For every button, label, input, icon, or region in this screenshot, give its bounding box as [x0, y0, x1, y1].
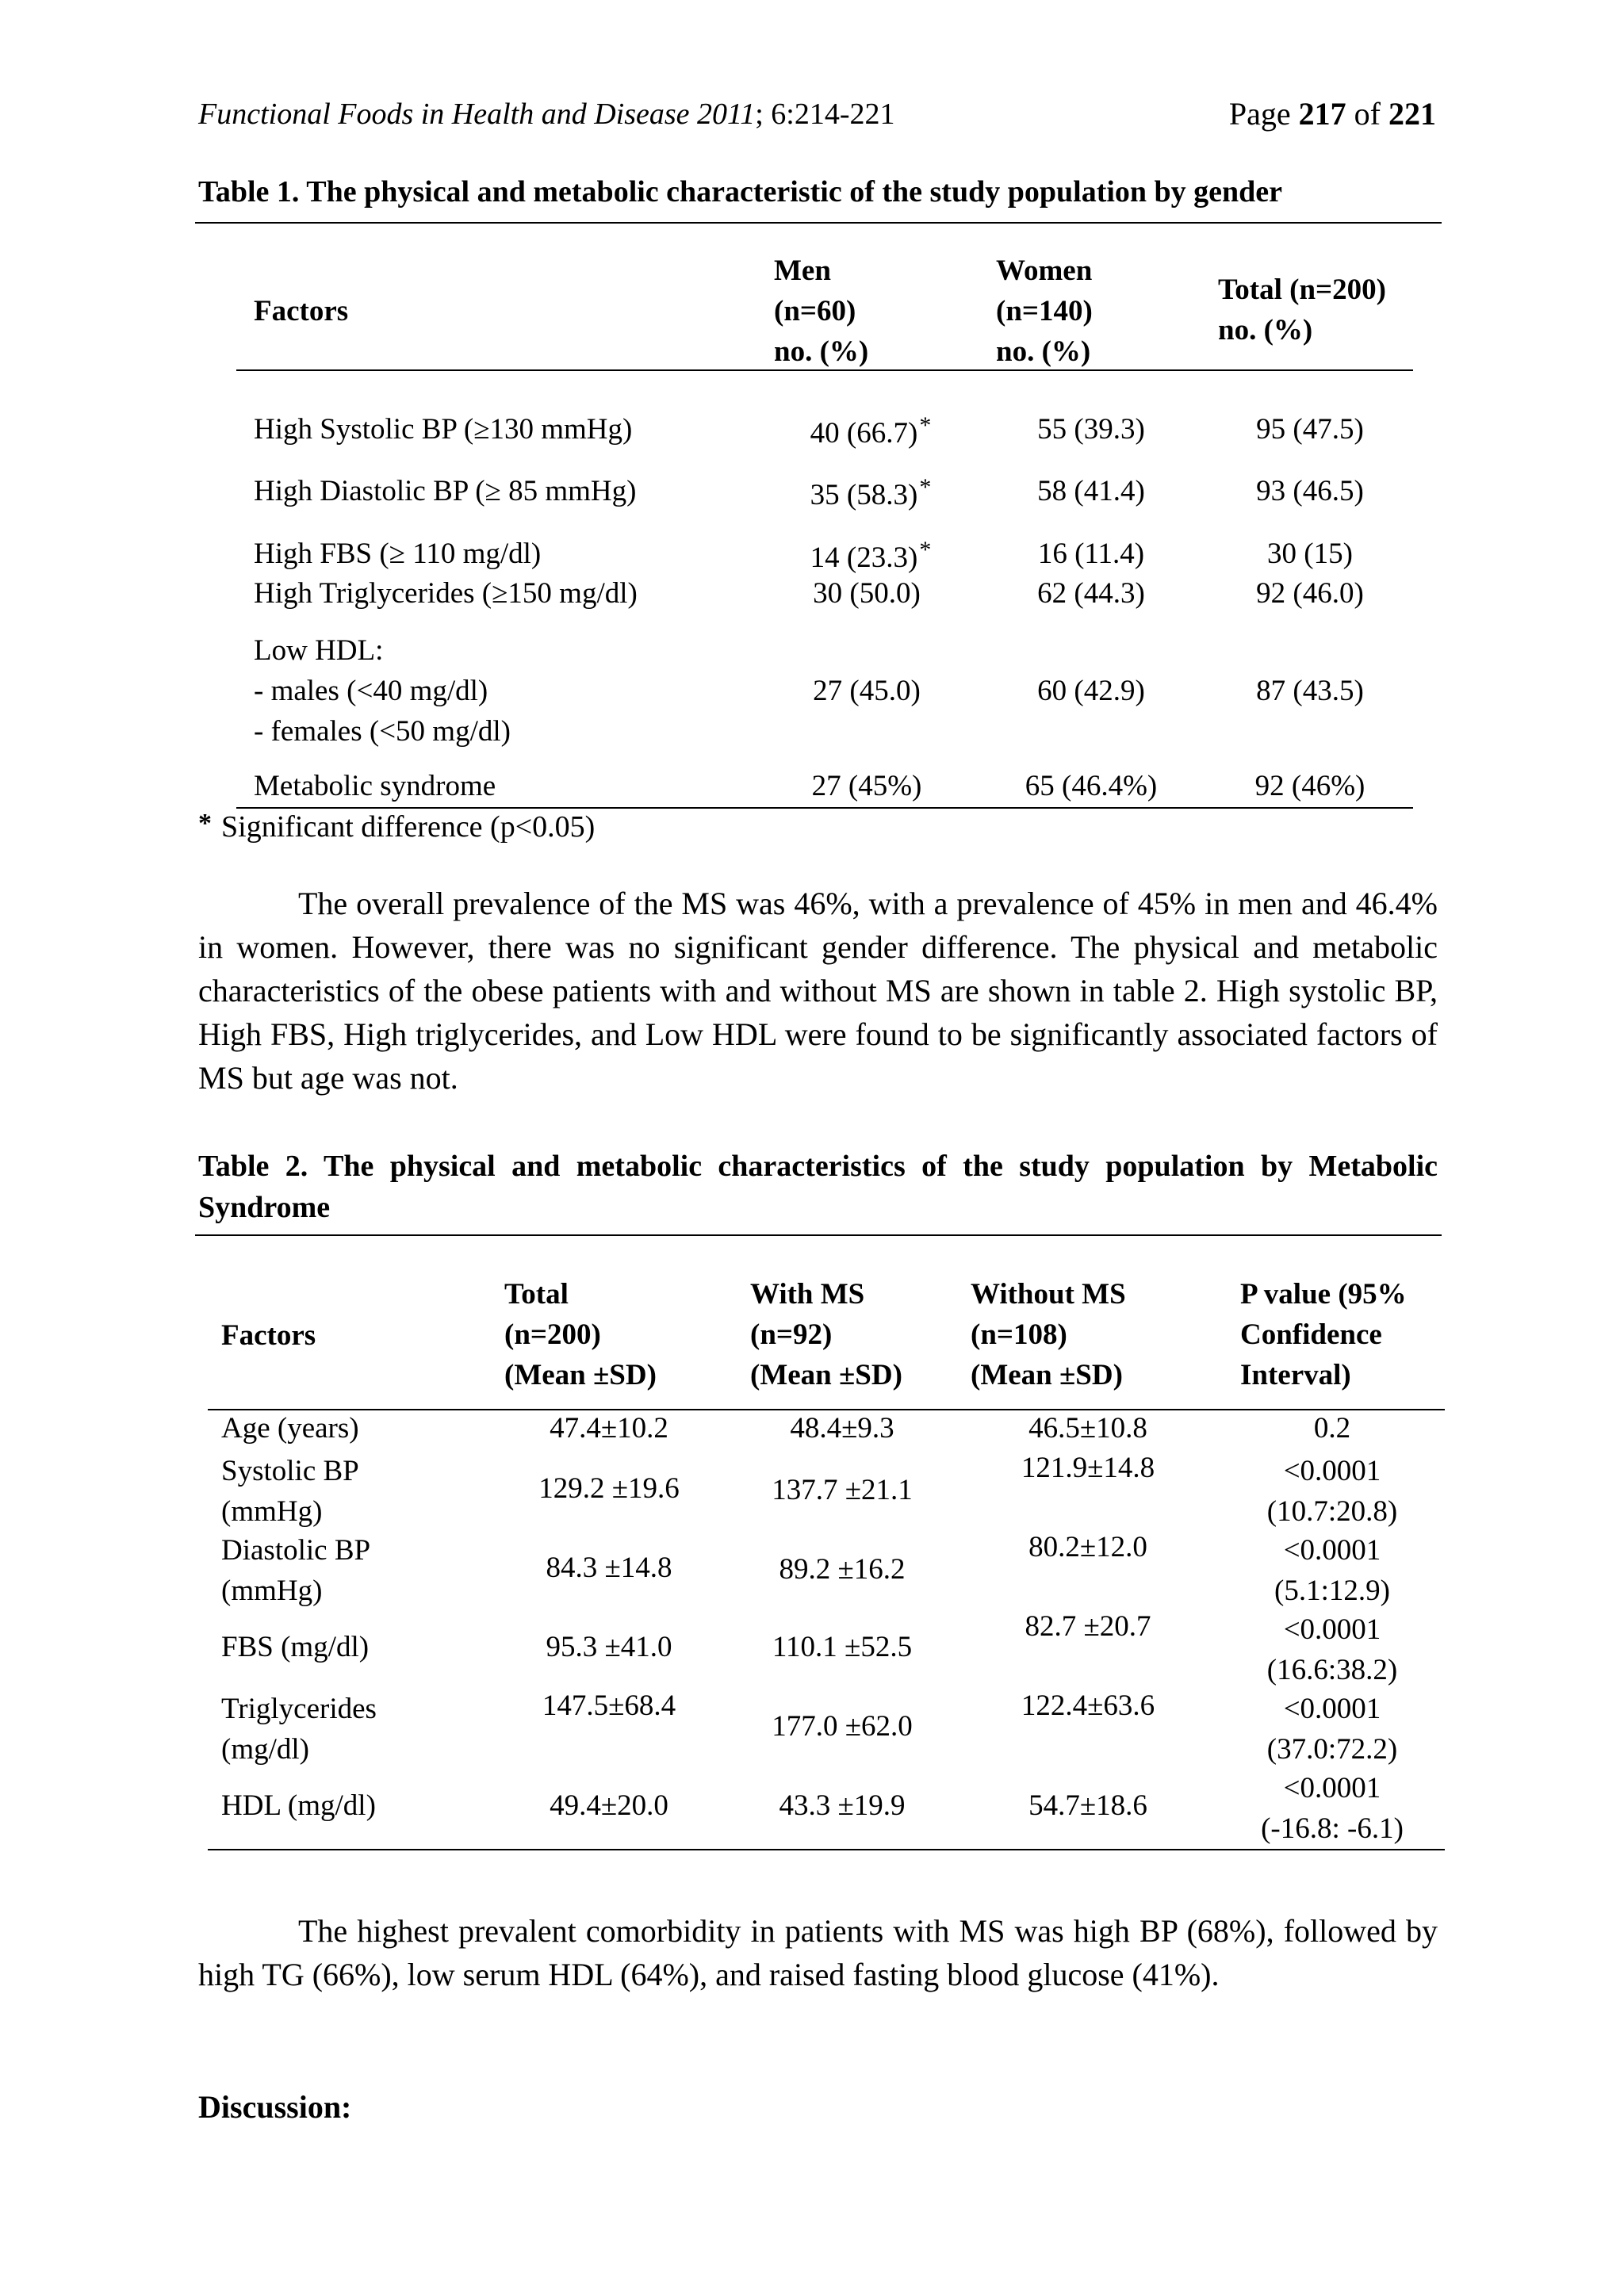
header-line: With MS	[750, 1278, 865, 1311]
header-line: Total (n=200)	[1218, 274, 1386, 306]
table1-row3-men	[810, 537, 932, 575]
factor-line: (mmHg)	[221, 1575, 323, 1607]
cell-value: 14 (23.3)	[810, 541, 918, 574]
header-line: Confidence	[1240, 1318, 1382, 1351]
table2-header-total	[504, 1274, 657, 1395]
pvalue-line: (10.7:20.8)	[1266, 1495, 1398, 1528]
table2-row1-factor: Age (years)	[221, 1412, 359, 1445]
running-header-journal	[198, 97, 895, 132]
pvalue-line: (16.6:38.2)	[1266, 1654, 1398, 1686]
header-line: (Mean ±SD)	[750, 1359, 902, 1391]
table2-row3-without-ms: 80.2±12.0	[1028, 1531, 1147, 1563]
table1-row4-women: 62 (44.3)	[1037, 577, 1145, 610]
table1-header-factors: Factors	[254, 295, 349, 327]
table2-row2-with-ms: 137.7 ±21.1	[772, 1474, 913, 1506]
factor-line: Low HDL:	[254, 634, 384, 667]
table2-row6-factor: HDL (mg/dl)	[221, 1789, 376, 1822]
table2-row3-pvalue	[1274, 1530, 1390, 1611]
table1-row5-factor	[254, 630, 511, 752]
factor-line: Triglycerides	[221, 1693, 377, 1725]
header-line: (n=92)	[750, 1318, 833, 1351]
table1-row2-factor: High Diastolic BP (≥ 85 mmHg)	[254, 475, 637, 507]
table2-row5-with-ms: 177.0 ±62.0	[772, 1710, 913, 1743]
factor-line: (mg/dl)	[221, 1733, 309, 1766]
table1-footnote	[198, 809, 595, 844]
table2-row1-total: 47.4±10.2	[550, 1412, 668, 1445]
table2-row1-without-ms: 46.5±10.8	[1028, 1412, 1147, 1445]
table1-row5-total: 87 (43.5)	[1256, 675, 1364, 707]
table2-row5-without-ms: 122.4±63.6	[1021, 1689, 1155, 1722]
table2-row3-factor	[221, 1530, 370, 1611]
table2-header-without-ms	[971, 1274, 1126, 1395]
table1-row1-total: 95 (47.5)	[1256, 413, 1364, 446]
header-line: P value (95%	[1240, 1278, 1407, 1311]
total-pages: 221	[1388, 96, 1436, 132]
table1-row2-total: 93 (46.5)	[1256, 475, 1364, 507]
table2-row6-with-ms: 43.3 ±19.9	[779, 1789, 906, 1822]
factor-line: - males (<40 mg/dl)	[254, 675, 488, 707]
table2-row6-without-ms: 54.7±18.6	[1028, 1789, 1147, 1822]
footnote-text: Significant difference (p<0.05)	[221, 810, 596, 844]
pvalue-line: <0.0001	[1283, 1534, 1381, 1567]
table2-header-rule	[208, 1409, 1445, 1410]
header-line: Total	[504, 1278, 569, 1311]
pvalue-line: (37.0:72.2)	[1266, 1733, 1398, 1766]
paragraph-text: The highest prevalent comorbidity in patients with MS was high BP (68%), followed by high TG (66%), low serum HDL (64%), and raised fasting blood glucose (41%).	[198, 1913, 1438, 1992]
factor-line: Systolic BP	[221, 1455, 359, 1487]
factor-line: (mmHg)	[221, 1495, 323, 1528]
factor-line: - females (<50 mg/dl)	[254, 715, 511, 748]
header-line: Without MS	[971, 1278, 1126, 1311]
page-number: 217	[1298, 96, 1346, 132]
table1-row5-women: 60 (42.9)	[1037, 675, 1145, 707]
table2-row5-pvalue	[1267, 1689, 1397, 1770]
paragraph-text: The overall prevalence of the MS was 46%, with a prevalence of 45% in men and 46.4% in women. However, there was no significant gender difference. The physical and metabolic characteristics of the obese patients with and without MS are shown in table 2. High systolic BP, High FBS, High triglycerides, and Low HDL were found to be significantly associated factors of MS but age was not.	[198, 886, 1438, 1096]
cell-value: 40 (66.7)	[810, 417, 918, 450]
table2-row4-with-ms: 110.1 ±52.5	[772, 1631, 913, 1663]
paragraph-prevalence	[198, 882, 1438, 1100]
table1-header-men	[774, 251, 868, 372]
pvalue-line: <0.0001	[1283, 1772, 1381, 1804]
journal-citation: ; 6:214-221	[755, 98, 895, 131]
header-line: no. (%)	[1218, 314, 1313, 346]
footnote-star: *	[198, 809, 212, 838]
header-line: no. (%)	[774, 335, 869, 368]
table1-row3-total: 30 (15)	[1267, 538, 1353, 570]
header-line: Men	[774, 254, 831, 287]
pvalue-line: <0.0001	[1283, 1613, 1381, 1646]
pvalue-line: (5.1:12.9)	[1274, 1575, 1390, 1607]
header-line: no. (%)	[996, 335, 1091, 368]
table1-header-rule	[236, 369, 1413, 371]
table1-row2-men	[810, 474, 932, 512]
table2-row2-total: 129.2 ±19.6	[538, 1472, 680, 1505]
header-line: Women	[996, 254, 1093, 287]
table2-row3-with-ms: 89.2 ±16.2	[779, 1553, 906, 1586]
table1-row4-total: 92 (46.0)	[1256, 577, 1364, 610]
of-word: of	[1354, 96, 1381, 132]
header-line: (n=108)	[971, 1318, 1067, 1351]
table2-header-with-ms	[750, 1274, 902, 1395]
header-line: Interval)	[1240, 1359, 1351, 1391]
table1-row4-men: 30 (50.0)	[813, 577, 921, 610]
table2-bottom-rule	[208, 1849, 1445, 1850]
table2-row5-factor	[221, 1689, 377, 1770]
table2-header-factors: Factors	[221, 1319, 316, 1352]
table2-row4-without-ms: 82.7 ±20.7	[1025, 1610, 1151, 1643]
cell-value: 35 (58.3)	[810, 479, 918, 511]
discussion-heading: Discussion:	[198, 2089, 352, 2125]
header-line: (Mean ±SD)	[971, 1359, 1123, 1391]
table1-header-women	[996, 251, 1093, 372]
table1-top-rule	[195, 222, 1442, 224]
factor-line: Diastolic BP	[221, 1534, 371, 1567]
table1-row3-women: 16 (11.4)	[1037, 538, 1145, 570]
table2-row6-total: 49.4±20.0	[550, 1789, 668, 1822]
journal-name: Functional Foods in Health and Disease 2011	[198, 98, 756, 131]
table1-row6-total: 92 (46%)	[1254, 770, 1365, 802]
table1-row1-factor: High Systolic BP (≥130 mmHg)	[254, 413, 633, 446]
table2-row2-pvalue	[1267, 1451, 1397, 1532]
table2-row4-pvalue	[1267, 1609, 1397, 1690]
table2-row1-pvalue: 0.2	[1313, 1412, 1351, 1445]
pvalue-line: <0.0001	[1283, 1455, 1381, 1487]
pvalue-line: <0.0001	[1283, 1693, 1381, 1725]
table1-row3-factor: High FBS (≥ 110 mg/dl)	[254, 538, 542, 570]
page-indicator	[1229, 95, 1436, 132]
page-word: Page	[1228, 96, 1291, 132]
table1-row6-factor: Metabolic syndrome	[254, 770, 496, 802]
header-line: (Mean ±SD)	[504, 1359, 657, 1391]
significance-star: *	[919, 537, 932, 563]
table2-caption: Table 2. The physical and metabolic characteristics of the study population by Metabolic Syndrome	[198, 1150, 1438, 1224]
table2-row4-total: 95.3 ±41.0	[546, 1631, 672, 1663]
table2-row6-pvalue	[1261, 1768, 1404, 1849]
table2-top-rule	[195, 1234, 1442, 1236]
table2-row4-factor: FBS (mg/dl)	[221, 1631, 370, 1663]
table1-row1-men	[810, 412, 932, 450]
header-line: (n=140)	[996, 295, 1093, 327]
header-line: (n=200)	[504, 1318, 601, 1351]
paragraph-comorbidity	[198, 1909, 1438, 1996]
table1-caption: Table 1. The physical and metabolic characteristic of the study population by gender	[198, 175, 1283, 209]
table1-row5-men: 27 (45.0)	[813, 675, 921, 707]
header-line: (n=60)	[774, 295, 856, 327]
table2-header-pvalue	[1240, 1274, 1407, 1395]
table2-row5-total: 147.5±68.4	[542, 1689, 676, 1722]
table2-row1-with-ms: 48.4±9.3	[790, 1412, 894, 1445]
table1-row2-women: 58 (41.4)	[1037, 475, 1145, 507]
table2-row3-total: 84.3 ±14.8	[546, 1552, 672, 1584]
table1-row1-women: 55 (39.3)	[1037, 413, 1145, 446]
significance-star: *	[919, 412, 932, 438]
table1-row6-women: 65 (46.4%)	[1025, 770, 1158, 802]
table1-header-total	[1218, 270, 1386, 350]
table2-row2-without-ms: 121.9±14.8	[1021, 1452, 1155, 1484]
pvalue-line: (-16.8: -6.1)	[1261, 1812, 1404, 1845]
significance-star: *	[919, 474, 932, 500]
table2-row2-factor	[221, 1451, 359, 1532]
table1-row4-factor: High Triglycerides (≥150 mg/dl)	[254, 577, 638, 610]
table1-row6-men: 27 (45%)	[811, 770, 922, 802]
